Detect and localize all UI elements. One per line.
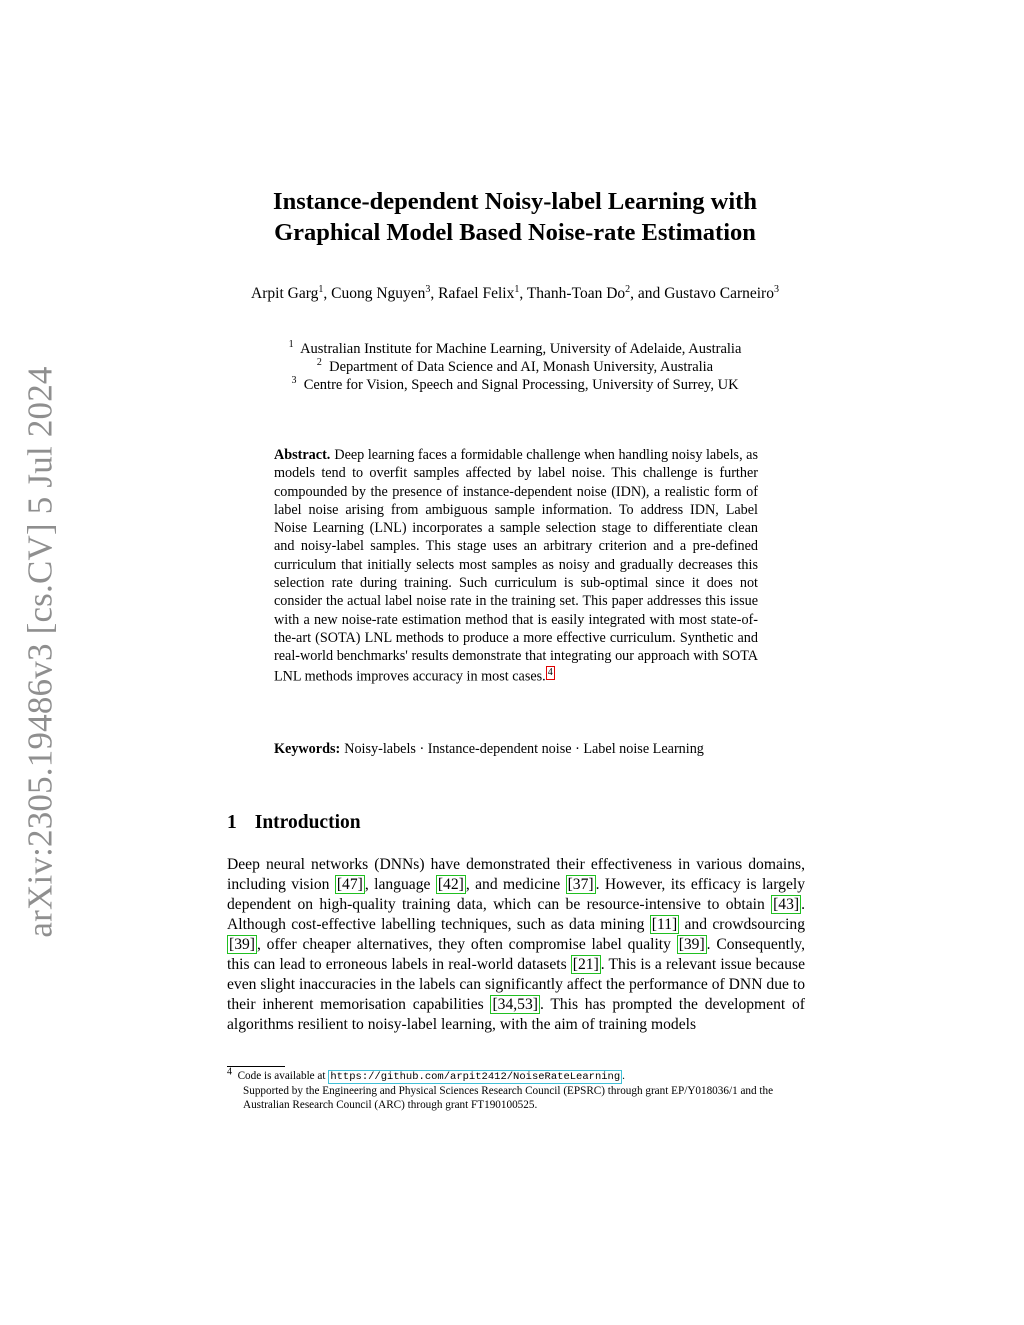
footnote-prefix: Code is available at [237, 1070, 326, 1082]
citation-link[interactable]: [34,53] [492, 996, 538, 1013]
intro-text: . This has prompted the development of algorithms resilient to noisy-label learning, with the aim of training models [227, 996, 805, 1033]
citation-link[interactable]: [47] [336, 876, 363, 893]
abstract-footnote-link[interactable]: 4 [547, 666, 553, 678]
author-name: Thanh-Toan Do [526, 285, 626, 302]
citation-link[interactable]: [42] [437, 876, 464, 893]
intro-text: and crowdsourcing [679, 916, 805, 933]
title-line-1: Instance-dependent Noisy-label Learning with [273, 188, 757, 215]
section-number: 1 [227, 812, 237, 833]
affiliation [220, 376, 810, 394]
citation-link[interactable]: [43] [773, 896, 800, 913]
code-url-link[interactable]: https://github.com/arpit2412/NoiseRateLearning [330, 1071, 621, 1083]
intro-text: Deep neural networks (DNNs) have demonstrated their effectiveness in various domains, including vision [227, 856, 805, 893]
keywords [274, 740, 758, 758]
funding-note: Supported by the Engineering and Physical Sciences Research Council (EPSRC) through grant EP/Y018036/1 and the Australian Research Council (ARC) through grant FT190100525. [243, 1084, 774, 1111]
footnote-mark: 4 [227, 1066, 232, 1078]
intro-text: . Although cost-effective labelling techniques, such as data mining [227, 896, 805, 933]
abstract-label: Abstract. [274, 447, 331, 463]
author-name: Arpit Garg [251, 285, 319, 302]
author-affiliation-mark: 1 [318, 283, 324, 295]
affiliation [220, 358, 810, 376]
intro-text: , offer cheaper alternatives, they often compromise label quality [256, 936, 677, 953]
citation-link[interactable]: [39] [678, 936, 705, 953]
footnote-rule [227, 1066, 285, 1067]
affiliation [220, 340, 810, 358]
author-affiliation-mark: 3 [425, 283, 431, 295]
affiliation-text: Centre for Vision, Speech and Signal Processing, University of Surrey, UK [303, 377, 739, 394]
affiliation-text: Australian Institute for Machine Learning, University of Adelaide, Australia [300, 341, 742, 357]
affiliation-number: 1 [288, 339, 294, 351]
author-affiliation-mark: 2 [625, 283, 631, 295]
author-name: Gustavo Carneiro [664, 285, 774, 302]
author-name: Rafael Felix [438, 285, 515, 302]
footnote-suffix: . [622, 1070, 625, 1082]
citation-link[interactable]: [21] [572, 956, 599, 973]
author-connector: and [637, 285, 661, 302]
author-list: Arpit Garg$^1$, Cuong Nguyen$^3$, Rafael Felix$^1$, Thanh-Toan Do$^2$, and Gustavo Carneiro$^3$ [251, 283, 779, 302]
affiliation-list [220, 340, 810, 395]
keywords-text: Noisy-labels · Instance-dependent noise · Label noise Learning [344, 741, 704, 757]
intro-text: . However, its efficacy is largely dependent on high-quality training data, which can be resource-intensive to obtain [227, 876, 805, 913]
citation-link[interactable]: [11] [651, 916, 678, 933]
intro-text: , and medicine [465, 876, 566, 893]
introduction-paragraph [227, 855, 805, 1035]
affiliation-text: Department of Data Science and AI, Monash University, Australia [329, 359, 714, 376]
citation-link[interactable]: [37] [567, 876, 594, 893]
abstract-text: Deep learning faces a formidable challenge when handling noisy labels, as models tend to overfit samples affected by label noise. This challenge is further compounded by the presence of instance-dependent noise (IDN), a realistic form of label noise arising from ambiguous sample information. To address IDN, Label Noise Learning (LNL) incorporates a sample selection stage to differentiate clean and noisy-label samples. This stage uses an arbitrary criterion and a pre-defined curriculum that initially selects most samples as noisy and gradually decreases this selection rate during training. Such curriculum is sub-optimal since it does not consider the actual label noise rate in the training set. This paper addresses this issue with a new noise-rate estimation method that is easily integrated with most state-of-the-art (SOTA) LNL methods to produce a more effective curriculum. Synthetic and real-world benchmarks' results demonstrate that integrating our approach with SOTA LNL methods improves accuracy in most cases. [274, 447, 758, 685]
intro-text: . Consequently, this can lead to erroneous labels in real-world datasets [227, 936, 805, 973]
intro-text: . This is a relevant issue because even slight inaccuracies in the labels can significantly affect the performance of DNN due to their inherent memorisation capabilities [227, 956, 805, 1013]
author-name: Cuong Nguyen [331, 285, 426, 302]
arxiv-id: arXiv:2305.19486v3 [cs.CV] 5 Jul 2024 [21, 366, 60, 938]
title-line-2: Graphical Model Based Noise-rate Estimation [274, 219, 756, 246]
author-affiliation-mark: 3 [773, 283, 779, 295]
footnote [227, 1066, 805, 1112]
section-title: Introduction [254, 812, 361, 833]
intro-text: , language [364, 876, 436, 893]
citation-link[interactable]: [39] [229, 936, 255, 953]
section-heading [227, 812, 361, 834]
keywords-label: Keywords: [274, 741, 341, 757]
author-affiliation-mark: 1 [514, 283, 520, 295]
arxiv-stamp [20, 366, 62, 938]
affiliation-number: 3 [291, 375, 297, 387]
paper-title [200, 186, 830, 248]
affiliation-number: 2 [316, 357, 322, 369]
abstract [274, 446, 758, 686]
